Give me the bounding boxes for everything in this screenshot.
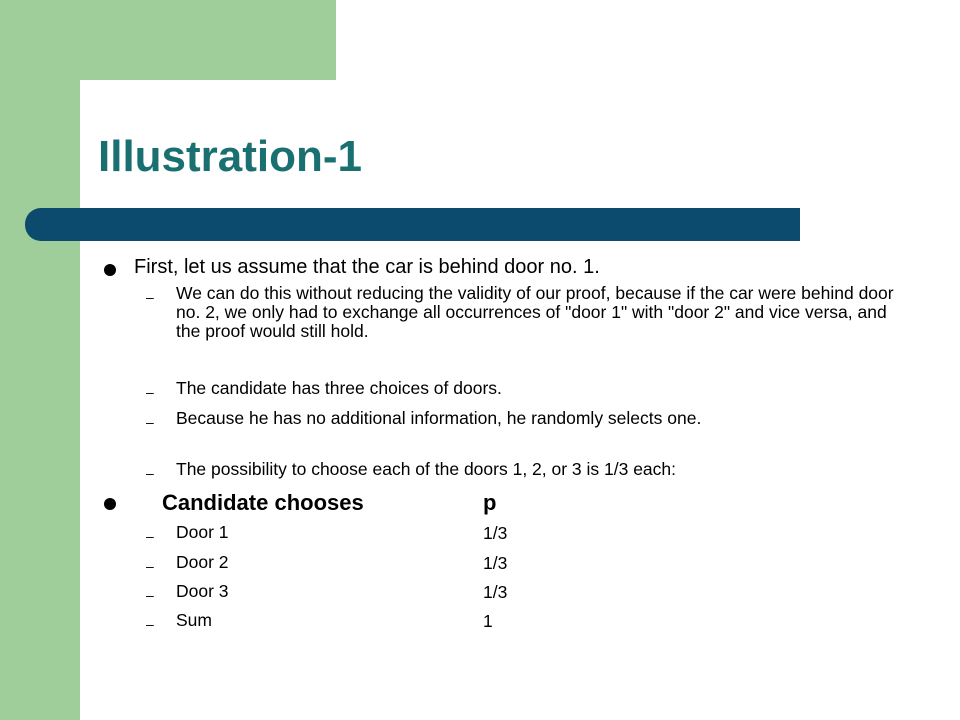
- bullet-dot-1: [104, 264, 116, 276]
- row-dash: –: [146, 528, 154, 544]
- bullet-1-text: First, let us assume that the car is behind door no. 1.: [134, 256, 600, 278]
- table-row-p: 1: [483, 611, 493, 631]
- sub-dash-2: –: [146, 384, 154, 400]
- sub-bullet-2-text: The candidate has three choices of doors.: [176, 378, 502, 398]
- table-header-p: p: [483, 490, 497, 515]
- table-row-label: Door 3: [176, 581, 229, 601]
- slide-title: Illustration-1: [98, 132, 363, 181]
- row-dash: –: [146, 558, 154, 574]
- sub-dash-3: –: [146, 414, 154, 430]
- table-row-p: 1/3: [483, 582, 508, 602]
- bullet-dot-2: [104, 498, 116, 510]
- sub-bullet-1-text: We can do this without reducing the validity of our proof, because if the car were behind door no. 2, we only had to exchange all occurrences of "door 1" with "door 2" and vice versa, and the proof would still hold.: [176, 283, 894, 341]
- row-dash: –: [146, 587, 154, 603]
- sub-dash-1: –: [146, 289, 154, 305]
- row-dash: –: [146, 616, 154, 632]
- table-header-label: Candidate chooses: [162, 490, 364, 515]
- table-row-p: 1/3: [483, 523, 508, 543]
- sub-bullet-4-text: The possibility to choose each of the doors 1, 2, or 3 is 1/3 each:: [176, 459, 677, 479]
- table-row-label: Sum: [176, 610, 212, 630]
- sub-dash-4: –: [146, 465, 154, 481]
- title-underline-bar: [25, 208, 800, 241]
- table-row-p: 1/3: [483, 553, 508, 573]
- decor-green-left: [0, 0, 80, 720]
- table-row-label: Door 1: [176, 522, 229, 542]
- table-row-label: Door 2: [176, 552, 229, 572]
- sub-bullet-3-text: Because he has no additional information, he randomly selects one.: [176, 408, 702, 428]
